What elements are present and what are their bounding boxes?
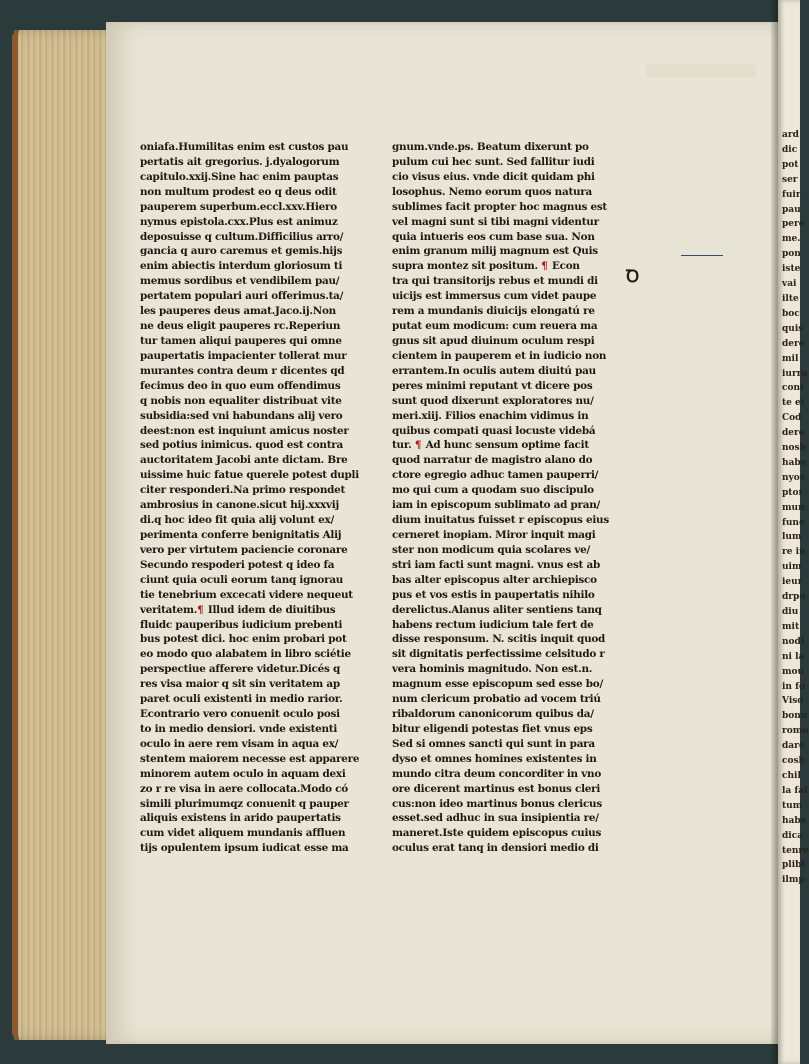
facing-page-fragment: lum [782, 532, 802, 543]
text-line: dyso et omnes homines existentes in [392, 752, 597, 765]
text-line: vero per virtutem paciencie coronare [140, 543, 348, 556]
facing-page-fragment: ni la [782, 651, 805, 662]
text-line: oculo in aere rem visam in aqua ex/ [140, 737, 339, 750]
text-line: peres minimi reputant vt dicere pos [392, 379, 593, 392]
text-line: capitulo.xxij.Sine hac enim pauptas [140, 170, 339, 183]
text-line: murantes contra deum r dicentes qd [140, 364, 345, 377]
facing-page-fragment: pot [782, 159, 799, 170]
text-line: paret oculi existenti in medio rarior. [140, 693, 343, 706]
text-line: enim granum milij magnum est Quis [392, 245, 598, 258]
facing-page-fragment: drpo [782, 592, 806, 603]
text-line: cus:non ideo martinus bonus clericus [392, 797, 602, 810]
faded-heading-mark [646, 64, 756, 78]
text-line: Secundo respoderi potest q ideo fa [140, 558, 335, 571]
marginal-ink-stroke [681, 255, 723, 256]
text-line: ster non modicum quia scolares ve/ [392, 543, 591, 556]
facing-page-fragment: ptor [782, 487, 804, 498]
text-line: stentem maiorem necesse est apparere [140, 752, 360, 765]
text-line: simili plurimumqz conuenit q pauper [140, 797, 349, 810]
facing-page-fragment: uim [782, 562, 802, 573]
text-line: cio visus eius. vnde dicit quidam phi [392, 170, 595, 183]
facing-page-fragment: plibl [782, 860, 805, 871]
text-line: ambrosius in canone.sicut hij.xxxvij [140, 499, 339, 512]
text-line: citer responderi.Na primo respondet [140, 484, 346, 497]
facing-page-fragment: habe [782, 815, 807, 826]
text-line: perspectiue afferere videtur.Dicés q [140, 663, 340, 676]
facing-page-fragment: dic [782, 144, 798, 155]
text-line: sit dignitatis perfectissime celsitudo r [392, 648, 605, 661]
facing-page-fragment: chil [782, 770, 801, 781]
text-line: sunt quod dixerunt exploratores nu/ [392, 394, 594, 407]
text-line: num clericum probatio ad vocem triú [392, 693, 601, 706]
text-line: disse responsum. N. scitis inquit quod [392, 633, 606, 646]
facing-page-fragment: in fo [782, 681, 805, 692]
text-line: to in medio densiori. vnde existenti [140, 722, 338, 735]
text-line: ore dicerent martinus est bonus cleri [392, 782, 601, 795]
text-line: putat eum modicum: cum reuera ma [392, 320, 598, 333]
right-text-column [392, 140, 609, 856]
text-line: rem a mundanis diuicijs elongatú re [392, 305, 595, 318]
text-line: habens rectum iudicium tale fert de [392, 618, 594, 631]
facing-page-fragment: mit [782, 621, 800, 632]
facing-page-fragment: ard [782, 130, 799, 140]
facing-page-fragment: nyos [782, 472, 805, 483]
text-line: ciunt quia oculi eorum tanq ignorau [140, 573, 344, 586]
facing-page-text [778, 128, 809, 888]
text-line: pauperem superbum.eccl.xxv.Hiero [140, 200, 337, 213]
text-line: maneret.Iste quidem episcopus cuius [392, 827, 602, 840]
text-line: zo r re visa in aere collocata.Modo có [140, 782, 348, 795]
text-line: esset.sed adhuc in sua insipientia re/ [392, 812, 599, 825]
text-line: sed potius inimicus. quod est contra [140, 439, 343, 452]
text-line: bus potest dici. hoc enim probari pot [140, 633, 347, 646]
text-line: oculus erat tanq in densiori medio di [392, 842, 599, 855]
text-line: veritatem.¶ Illud idem de diuitibus [140, 603, 336, 616]
text-line: fecimus deo in quo eum offendimus [140, 379, 341, 392]
text-line: perimenta conferre benignitatis Alij [140, 528, 342, 541]
facing-page-fragment: boc [782, 308, 800, 319]
facing-page-fragment: la fal [782, 785, 808, 796]
text-line: ctore egregio adhuc tamen pauperri/ [392, 469, 599, 482]
marginal-note-glyph: Ꝺ [626, 267, 640, 287]
text-line: di.q hoc ideo fit quia alij volunt ex/ [140, 514, 335, 527]
left-text-column [140, 140, 360, 856]
facing-page-fragment: mou [782, 666, 805, 677]
text-line: res visa maior q sit sin veritatem ap [140, 678, 340, 691]
facing-page-fragment: pau [782, 204, 801, 215]
facing-page-fragment: dere [782, 428, 805, 439]
facing-page-fragment: nosh [782, 443, 807, 454]
text-line: losophus. Nemo eorum quos natura [392, 185, 593, 198]
text-line: nymus epistola.cxx.Plus est animuz [140, 215, 338, 228]
facing-page-fragment: dare [782, 741, 805, 752]
text-line: bitur eligendi potestas fiet vnus eps [392, 722, 593, 735]
text-line: mundo citra deum concorditer in vno [392, 767, 602, 780]
text-line: q nobis non equaliter distribuat vite [140, 394, 342, 407]
text-line: pus et vos estis in paupertatis nihilo [392, 588, 595, 601]
text-line: oniafa.Humilitas enim est custos pau [140, 141, 349, 153]
text-line: magnum esse episcopum sed esse bo/ [392, 678, 603, 691]
text-line: cientem in pauperem et in iudicio non [392, 349, 607, 362]
text-line: uicijs est immersus cum videt paupe [392, 290, 597, 303]
text-line: auctoritatem Jacobi ante dictam. Bre [140, 454, 348, 467]
text-line: subsidia:sed vni habundans alij vero [140, 409, 343, 422]
facing-page-fragment: tenre [782, 845, 809, 856]
facing-page-fragment: romo [782, 726, 809, 737]
text-line: Sed si omnes sancti qui sunt in para [392, 737, 595, 750]
text-line: fluidc pauperibus iudicium prebenti [140, 618, 343, 631]
facing-page-fragment: pere [782, 219, 805, 230]
text-line: mo qui cum a quodam suo discipulo [392, 484, 594, 497]
text-line: pertatis ait gregorius. j.dyalogorum [140, 155, 340, 168]
text-line: gancia q auro caremus et gemis.hijs [140, 245, 343, 258]
rubricated-pilcrow: ¶ [541, 260, 548, 273]
text-line: tijs opulentem ipsum iudicat esse ma [140, 842, 349, 855]
text-line: supra montez sit positum. ¶ Econ [392, 260, 580, 273]
facing-page-fragment: fuir [782, 189, 801, 200]
facing-page-fragment: tum [782, 800, 803, 811]
text-line: minorem autem oculo in aquam dexi [140, 767, 346, 780]
text-line: quibus compati quasi locuste videbá [392, 424, 596, 437]
text-line: pulum cui hec sunt. Sed fallitur iudi [392, 155, 595, 168]
text-line: les pauperes deus amat.Jaco.ij.Non [140, 305, 336, 318]
facing-page-fragment: vai [782, 279, 797, 290]
text-line: iam in episcopum sublimato ad pran/ [392, 499, 601, 512]
text-line: cerneret inopiam. Miror inquit magi [392, 528, 596, 541]
facing-page-sliver [778, 0, 809, 1064]
facing-page-fragment: iurra [782, 368, 808, 379]
text-line: gnum.vnde.ps. Beatum dixerunt po [392, 141, 589, 153]
text-line: cum videt aliquem mundanis affluen [140, 827, 346, 840]
facing-page-fragment: mil [782, 353, 799, 364]
rubricated-pilcrow: ¶ [197, 603, 204, 616]
text-line: errantem.In oculis autem diuitú pau [392, 364, 596, 377]
text-line: derelictus.Alanus aliter sentiens tanq [392, 603, 602, 616]
facing-page-fragment: re in [782, 547, 806, 558]
text-line: uissime huic fatue querele potest dupli [140, 469, 359, 482]
text-line: paupertatis impacienter tollerat mur [140, 349, 347, 362]
facing-page-fragment: cont [782, 383, 805, 394]
facing-page-fragment: me. [782, 234, 801, 245]
text-line: ribaldorum canonicorum quibus da/ [392, 708, 594, 721]
facing-page-fragment: ser [782, 174, 798, 185]
facing-page-fragment: bonu [782, 711, 808, 722]
text-line: tur tamen aliqui pauperes qui omne [140, 334, 342, 347]
text-line: deest:non est inquiunt amicus noster [140, 424, 349, 437]
text-line: dium inuitatus fuisset r episcopus eius [392, 514, 609, 527]
facing-page-fragment: mun [782, 502, 805, 513]
text-line: non multum prodest eo q deus odit [140, 185, 337, 198]
facing-page-fragment: dere [782, 338, 805, 349]
facing-page-fragment: ilmp [782, 875, 805, 886]
text-line: quia intueris eos cum base sua. Non [392, 230, 595, 243]
rubricated-pilcrow: ¶ [414, 439, 422, 452]
text-line: eo modo quo alabatem in libro sciétie [140, 648, 351, 661]
facing-page-fragment: iste [782, 264, 801, 275]
text-line: enim abiectis interdum gloriosum ti [140, 260, 343, 273]
text-line: aliquis existens in arido paupertatis [140, 812, 341, 825]
text-line: quod narratur de magistro alano do [392, 454, 593, 467]
facing-page-fragment: Cod [782, 413, 802, 424]
text-line: Econtrario vero conuenit oculo posi [140, 708, 340, 721]
text-line: tra qui transitorijs rebus et mundi di [392, 275, 598, 288]
facing-page-fragment: fune [782, 517, 805, 528]
text-line: sublimes facit propter hoc magnus est [392, 200, 607, 213]
text-line: vel magni sunt si tibi magni videntur [392, 215, 599, 228]
facing-page-fragment: Viso [782, 696, 804, 707]
facing-page-fragment: ieur [782, 577, 803, 588]
text-line: meri.xiij. Filios enachim vidimus in [392, 409, 589, 422]
facing-page-fragment: quis [782, 323, 804, 334]
text-line: ne deus eligit pauperes rc.Reperiun [140, 320, 341, 333]
facing-page-fragment: habe [782, 457, 807, 468]
text-line: deposuisse q cultum.Difficilius arro/ [140, 230, 344, 243]
facing-page-fragment: dica [782, 830, 804, 841]
facing-page-fragment: diu [782, 607, 799, 617]
facing-page-fragment: pon [782, 249, 801, 260]
facing-page-fragment: nodi [782, 636, 805, 647]
text-line: vera hominis magnitudo. Non est.n. [392, 663, 593, 676]
facing-page-fragment: cosh [782, 756, 806, 767]
facing-page-fragment: te ei [782, 398, 805, 409]
text-line: gnus sit apud diuinum oculum respi [392, 334, 595, 347]
text-line: bas alter episcopus alter archiepisco [392, 573, 597, 586]
text-line: pertatem populari auri offerimus.ta/ [140, 290, 344, 303]
text-line: tur. ¶ Ad hunc sensum optime facit [392, 439, 589, 452]
text-line: memus sordibus et vendibilem pau/ [140, 275, 340, 288]
facing-page-fragment: ilte [782, 293, 799, 304]
text-line: stri iam facti sunt magni. vnus est ab [392, 558, 600, 571]
text-line: tie tenebrium excecati videre nequeut [140, 588, 353, 601]
